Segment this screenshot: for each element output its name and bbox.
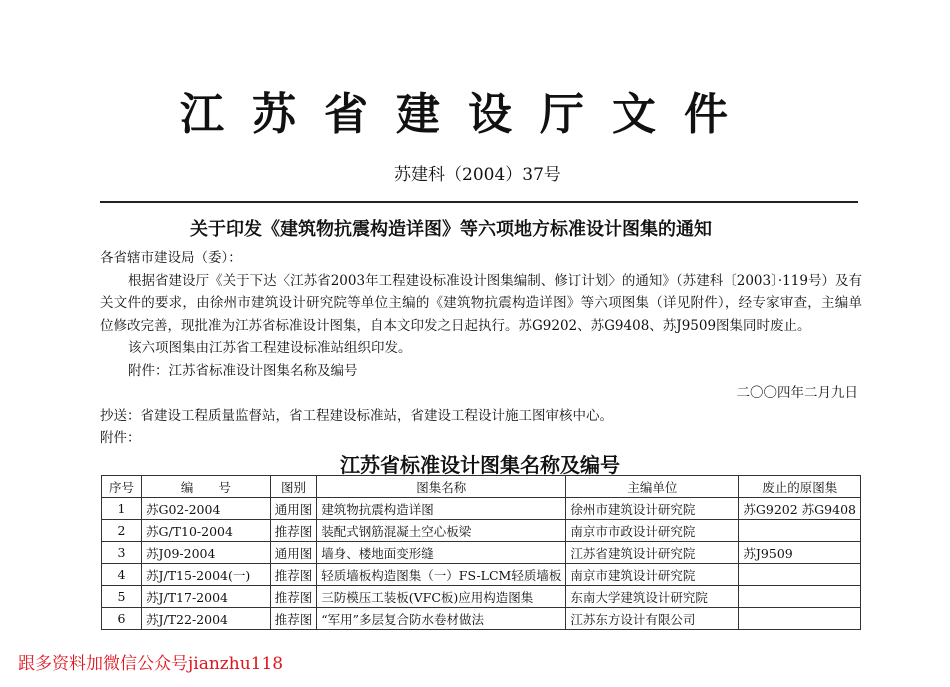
table-cell: 苏G9202 苏G9408	[739, 498, 861, 520]
table-cell	[739, 608, 861, 630]
table-cell: “军用”多层复合防水卷材做法	[317, 608, 566, 630]
table-cell: 苏J09-2004	[141, 542, 270, 564]
table-cell: 苏J/T17-2004	[141, 586, 270, 608]
table-cell: 南京市建筑设计研究院	[566, 564, 739, 586]
notice-recipient: 各省辖市建设局（委）：	[100, 250, 242, 266]
table-cell: 江苏东方设计有限公司	[566, 608, 739, 630]
table-cell: 推荐图	[270, 608, 317, 630]
table-row	[102, 564, 861, 586]
column-header: 主编单位	[566, 476, 739, 498]
table-cell: 5	[102, 586, 142, 608]
attachment-label: 附件：	[100, 430, 141, 446]
table-cell	[739, 564, 861, 586]
table-cell: 南京市市政设计研究院	[566, 520, 739, 542]
table-cell: 轻质墙板构造图集（一）FS-LCM轻质墙板	[317, 564, 566, 586]
table-cell: 墙身、楼地面变形缝	[317, 542, 566, 564]
table-row	[102, 586, 861, 608]
table-row	[102, 542, 861, 564]
notice-title: 关于印发《建筑物抗震构造详图》等六项地方标准设计图集的通知	[190, 219, 712, 240]
table-cell: 江苏省建筑设计研究院	[566, 542, 739, 564]
table-cell: 苏J/T15-2004(一)	[141, 564, 270, 586]
notice-body	[100, 247, 862, 450]
table-cell: 建筑物抗震构造详图	[317, 498, 566, 520]
table-cell: 装配式钢筋混凝土空心板梁	[317, 520, 566, 542]
column-header: 图别	[270, 476, 317, 498]
column-header: 废止的原图集	[739, 476, 861, 498]
footer-promo-note: 跟多资料加微信公众号jianzhu118	[18, 654, 284, 674]
table-cell: 4	[102, 564, 142, 586]
notice-attachment-line: 附件：江苏省标准设计图集名称及编号	[128, 362, 358, 379]
table-cell: 3	[102, 542, 142, 564]
notice-date: 二〇〇四年二月九日	[736, 385, 858, 401]
table-cell: 苏G02-2004	[141, 498, 270, 520]
table-cell: 东南大学建筑设计研究院	[566, 586, 739, 608]
table-row	[102, 608, 861, 630]
notice-cc: 抄送：省建设工程质量监督站，省工程建设标准站，省建设工程设计施工图审核中心。	[100, 407, 613, 424]
table-title: 江苏省标准设计图集名称及编号	[340, 453, 620, 477]
document-header-title: 江苏省建设厅文件	[180, 89, 756, 140]
table-header-row	[102, 476, 861, 498]
table-cell: 通用图	[270, 498, 317, 520]
table-cell: 通用图	[270, 542, 317, 564]
table-cell: 苏G/T10-2004	[141, 520, 270, 542]
table-cell: 推荐图	[270, 564, 317, 586]
table-cell	[739, 586, 861, 608]
table-cell: 徐州市建筑设计研究院	[566, 498, 739, 520]
table-cell: 1	[102, 498, 142, 520]
table-cell: 苏J9509	[739, 542, 861, 564]
table-row	[102, 520, 861, 542]
table-cell: 2	[102, 520, 142, 542]
document-number: 苏建科（2004）37号	[394, 165, 561, 185]
table-cell: 6	[102, 608, 142, 630]
notice-paragraph: 根据省建设厅《关于下达〈江苏省2003年工程建设标准设计图集编制、修订计划〉的通知》（苏建科〔2003〕·119号）及有关文件的要求，由徐州市建筑设计研究院等单位主编的《建筑物抗震构造详图》等六项图集（详见附件），经专家审查，主编单位修改完善，现批准为江苏省标准设计图集，自本文印发之日起执行。苏G9202、苏G9408、苏J9509图集同时废止。	[100, 272, 862, 334]
table-row	[102, 498, 861, 520]
table-cell: 苏J/T22-2004	[141, 608, 270, 630]
table-cell	[739, 520, 861, 542]
table-cell: 推荐图	[270, 586, 317, 608]
header-divider	[100, 201, 858, 203]
notice-paragraph: 该六项图集由江苏省工程建设标准站组织印发。	[128, 340, 412, 356]
table-cell: 推荐图	[270, 520, 317, 542]
column-header: 序号	[102, 476, 142, 498]
column-header: 图集名称	[317, 476, 566, 498]
column-header: 编 号	[141, 476, 270, 498]
standards-table	[101, 475, 861, 630]
table-cell: 三防模压工装板(VFC板)应用构造图集	[317, 586, 566, 608]
